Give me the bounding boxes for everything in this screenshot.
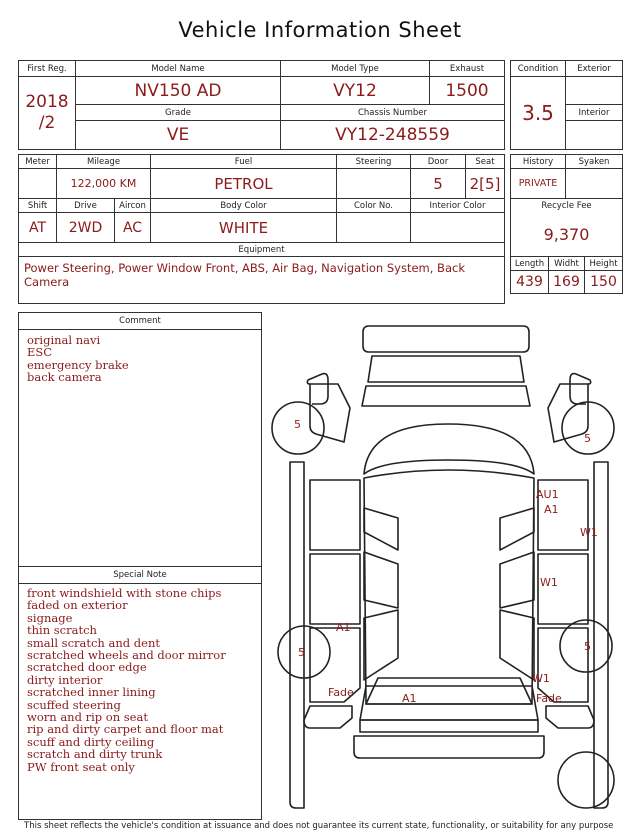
aircon-label: Aircon	[115, 199, 151, 213]
door-label: Door	[411, 155, 466, 169]
mark-wheel-fl: 5	[294, 418, 301, 431]
spare-tire	[558, 752, 614, 808]
meter-value	[19, 169, 57, 199]
mark-left-rear: A1	[336, 621, 351, 634]
steering-value	[337, 169, 411, 199]
left-quarter-window	[364, 610, 398, 680]
first-reg-label: First Reg.	[19, 61, 76, 77]
hood	[368, 356, 524, 382]
mark-right-front-door-top: AU1	[536, 488, 559, 501]
comment-list	[19, 330, 261, 384]
seat-value: 2[5]	[466, 169, 505, 199]
height-value: 150	[585, 271, 623, 294]
color-no-label: Color No.	[337, 199, 411, 213]
special-note-header: Special Note	[19, 566, 261, 584]
meter-label: Meter	[19, 155, 57, 169]
interior-color-label: Interior Color	[411, 199, 505, 213]
model-name-label: Model Name	[76, 61, 281, 77]
grade-value: VE	[76, 121, 281, 150]
shift-label: Shift	[19, 199, 57, 213]
rear-glass	[366, 678, 532, 704]
mark-wheel-rr: 5	[584, 640, 591, 653]
note-line: scratch and dirty trunk	[27, 747, 163, 762]
mark-wheel-fr: 5	[584, 432, 591, 445]
right-rear-corner	[546, 706, 594, 728]
right-quarter-window	[500, 610, 534, 680]
exterior-label: Exterior	[566, 61, 623, 77]
door-value: 5	[411, 169, 466, 199]
rear-bumper	[354, 736, 544, 758]
right-rear-door	[538, 554, 588, 624]
note-line: small scratch and dent	[27, 635, 160, 650]
shift-value: AT	[19, 213, 57, 243]
left-front-fender	[310, 384, 350, 442]
mileage-value: 122,000 KM	[57, 169, 151, 199]
left-front-door	[310, 480, 360, 550]
comment-line: original navi	[27, 333, 101, 347]
model-type-value: VY12	[281, 77, 430, 105]
chassis-value: VY12-248559	[281, 121, 505, 150]
history-label: History	[511, 155, 566, 169]
height-label: Height	[585, 257, 623, 271]
car-damage-diagram	[268, 312, 630, 820]
front-bumper	[363, 326, 529, 352]
mark-right-rear-door: W1	[540, 576, 558, 589]
seat-label: Seat	[466, 155, 505, 169]
model-type-label: Model Type	[281, 61, 430, 77]
steering-label: Steering	[337, 155, 411, 169]
note-line: signage	[27, 610, 73, 625]
note-line: scratched wheels and door mirror	[27, 648, 226, 663]
width-label: Widht	[549, 257, 585, 271]
page-title: Vehicle Information Sheet	[178, 18, 462, 42]
condition-label: Condition	[511, 61, 566, 77]
interior-value	[566, 121, 623, 150]
left-rear-corner	[304, 706, 352, 728]
mark-right-fender: W1	[580, 526, 598, 539]
drive-value: 2WD	[57, 213, 115, 243]
roof	[364, 470, 534, 704]
interior-color-value	[411, 213, 505, 243]
equipment-label: Equipment	[19, 243, 505, 257]
rear-panel	[360, 720, 538, 732]
length-label: Length	[511, 257, 549, 271]
note-line: scuffed steering	[27, 697, 121, 712]
first-reg-month: /2	[38, 113, 56, 133]
mark-right-rear-corner-w: W1	[532, 672, 550, 685]
comment-line: emergency brake	[27, 357, 129, 372]
mark-right-rear-corner: Fade	[536, 692, 562, 705]
note-line: thin scratch	[27, 623, 97, 638]
body-color-label: Body Color	[151, 199, 337, 213]
exterior-value	[566, 77, 623, 105]
left-side-strip	[290, 462, 304, 808]
mark-left-rear-corner: Fade	[328, 686, 354, 699]
comment-header: Comment	[19, 313, 261, 330]
exhaust-label: Exhaust	[430, 61, 505, 77]
mark-rear-bumper: A1	[402, 692, 417, 705]
note-line: dirty interior	[27, 672, 103, 687]
model-name-value: NV150 AD	[76, 77, 281, 105]
note-line: scuff and dirty ceiling	[27, 734, 155, 749]
note-line: PW front seat only	[27, 759, 135, 774]
rear-hatch	[360, 686, 538, 720]
right-front-window	[500, 508, 534, 550]
right-rear-window	[500, 552, 534, 608]
right-quarter-panel	[538, 628, 588, 702]
note-line: faded on exterior	[27, 598, 128, 613]
syaken-value	[566, 169, 623, 199]
specs-table	[18, 154, 505, 304]
exhaust-value: 1500	[430, 77, 505, 105]
windshield	[364, 424, 534, 474]
left-front-window	[364, 508, 398, 550]
equipment-value: Power Steering, Power Window Front, ABS, Air Bag, Navigation System, Back Camera	[19, 257, 505, 304]
note-line: scratched door edge	[27, 660, 147, 675]
disclaimer-footer: This sheet reflects the vehicle's condition at issuance and does not guarantee its current state, functionality, or suitability for any purpose	[24, 821, 614, 831]
condition-table	[510, 60, 623, 150]
special-note-list	[19, 587, 234, 773]
comment-line: ESC	[27, 345, 53, 360]
aircon-value: AC	[115, 213, 151, 243]
note-line: worn and rip on seat	[27, 710, 148, 725]
color-no-value	[337, 213, 411, 243]
comment-box	[18, 312, 262, 820]
left-rear-window	[364, 552, 398, 608]
history-table	[510, 154, 623, 294]
note-line: scratched inner lining	[27, 685, 156, 700]
left-rear-door	[310, 554, 360, 624]
drive-label: Drive	[57, 199, 115, 213]
first-reg-value	[19, 77, 76, 150]
mark-wheel-rl: 5	[298, 646, 305, 659]
grade-label: Grade	[76, 105, 281, 121]
hood-lower	[362, 386, 530, 406]
fuel-label: Fuel	[151, 155, 337, 169]
history-value: PRIVATE	[511, 169, 566, 199]
first-reg-year: 2018	[25, 92, 69, 112]
note-line: front windshield with stone chips	[27, 586, 222, 600]
body-color-value: WHITE	[151, 213, 337, 243]
recycle-fee-value: 9,370	[511, 213, 623, 257]
comment-line: back camera	[27, 370, 102, 385]
note-line: rip and dirty carpet and floor mat	[27, 722, 224, 737]
condition-score: 3.5	[511, 77, 566, 150]
interior-label: Interior	[566, 105, 623, 121]
recycle-fee-label: Recycle Fee	[511, 199, 623, 213]
mark-right-front-door: A1	[544, 503, 559, 516]
right-front-fender	[548, 384, 588, 442]
chassis-label: Chassis Number	[281, 105, 505, 121]
fuel-value: PETROL	[151, 169, 337, 199]
length-value: 439	[511, 271, 549, 294]
syaken-label: Syaken	[566, 155, 623, 169]
model-info-table	[18, 60, 505, 150]
mileage-label: Mileage	[57, 155, 151, 169]
width-value: 169	[549, 271, 585, 294]
